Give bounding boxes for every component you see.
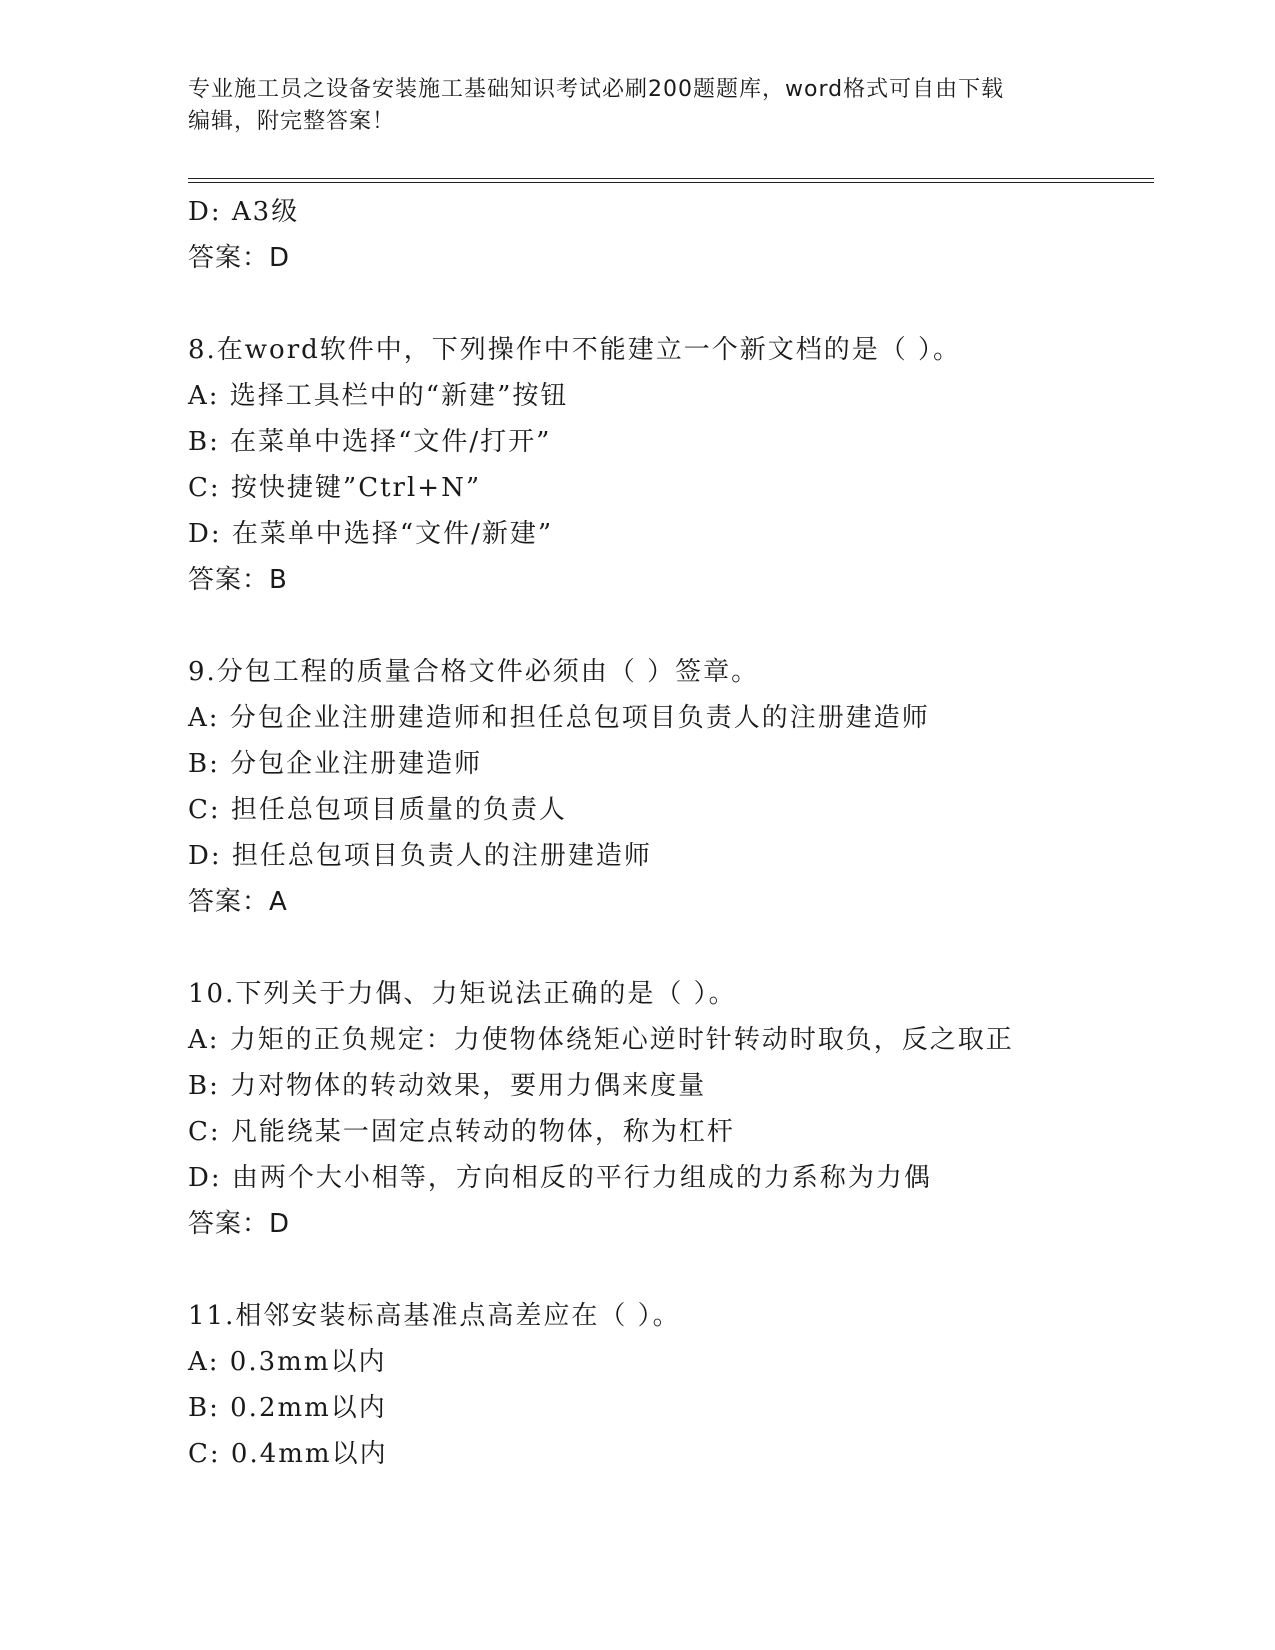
option-line: B: 在菜单中选择“文件/打开” xyxy=(188,427,552,457)
header-divider-top xyxy=(188,178,1154,179)
answer-line: 答案：D xyxy=(188,1209,291,1239)
answer-line: 答案：A xyxy=(188,887,288,917)
header-divider-bottom xyxy=(188,182,1154,183)
question-text: 9.分包工程的质量合格文件必须由（ ）签章。 xyxy=(188,657,760,687)
option-line: C: 凡能绕某一固定点转动的物体，称为杠杆 xyxy=(188,1117,735,1147)
option-line: D: 在菜单中选择“文件/新建” xyxy=(188,519,554,549)
option-line: D: A3级 xyxy=(188,197,300,227)
option-line: B: 0.2mm以内 xyxy=(188,1393,387,1423)
option-line: D: 担任总包项目负责人的注册建造师 xyxy=(188,841,652,871)
spacer xyxy=(188,925,1148,971)
header-line-1: 专业施工员之设备安装施工基础知识考试必刷200题题库，word格式可自由下载 xyxy=(188,77,1005,102)
option-line: C: 按快捷键”Ctrl+N” xyxy=(188,473,482,503)
header-line-2: 编辑，附完整答案！ xyxy=(188,109,396,134)
question-text: 11.相邻安装标高基准点高差应在（ ）。 xyxy=(188,1301,681,1331)
option-line: C: 0.4mm以内 xyxy=(188,1439,388,1469)
option-line: A: 选择工具栏中的“新建”按钮 xyxy=(188,381,569,411)
answer-line: 答案：B xyxy=(188,565,288,595)
option-line: A: 0.3mm以内 xyxy=(188,1347,387,1377)
option-line: A: 力矩的正负规定：力使物体绕矩心逆时针转动时取负，反之取正 xyxy=(188,1025,1014,1055)
spacer xyxy=(188,281,1148,327)
spacer xyxy=(188,1247,1148,1293)
option-line: B: 分包企业注册建造师 xyxy=(188,749,483,779)
question-text: 8.在word软件中，下列操作中不能建立一个新文档的是（ ）。 xyxy=(188,335,962,365)
option-line: B: 力对物体的转动效果，要用力偶来度量 xyxy=(188,1071,707,1101)
question-text: 10.下列关于力偶、力矩说法正确的是（ ）。 xyxy=(188,979,737,1009)
option-line: A: 分包企业注册建造师和担任总包项目负责人的注册建造师 xyxy=(188,703,930,733)
option-line: C: 担任总包项目质量的负责人 xyxy=(188,795,567,825)
question-list xyxy=(188,189,1148,1477)
answer-line: 答案：D xyxy=(188,243,291,273)
option-line: D: 由两个大小相等，方向相反的平行力组成的力系称为力偶 xyxy=(188,1163,932,1193)
document-header xyxy=(188,74,1088,138)
spacer xyxy=(188,603,1148,649)
